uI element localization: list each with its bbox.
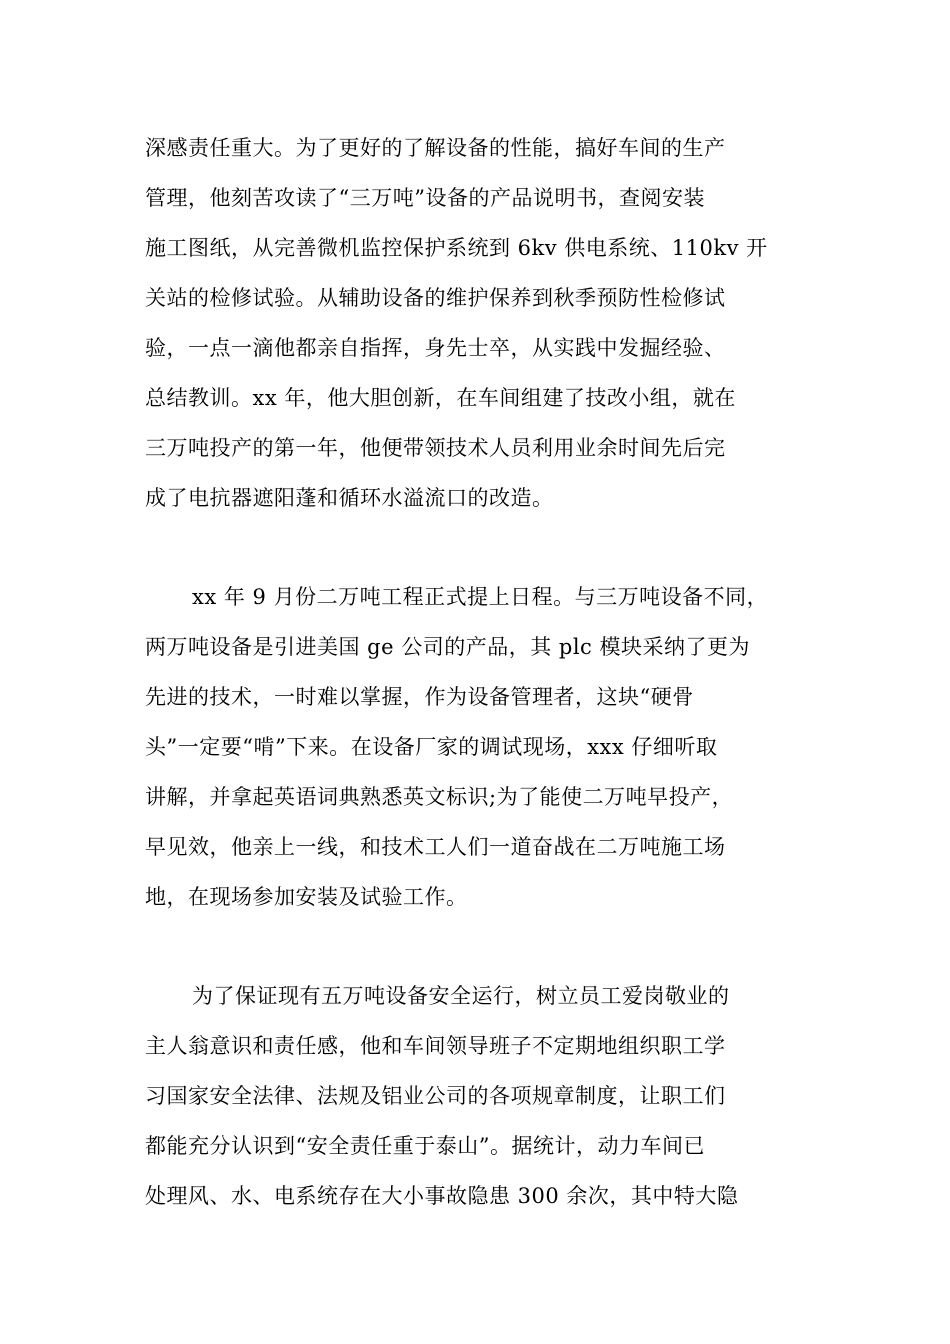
paragraph-3 bbox=[145, 971, 815, 1221]
paragraph-line: xx 年 9 月份二万吨工程正式提上日程。与三万吨设备不同， bbox=[192, 585, 769, 609]
paragraph-line: 讲解，并拿起英语词典熟悉英文标识;为了能使二万吨早投产， bbox=[145, 785, 734, 809]
paragraph-1 bbox=[145, 123, 815, 523]
paragraph-line: 三万吨投产的第一年，他便带领技术人员利用业余时间先后完 bbox=[145, 436, 726, 460]
paragraph-line: 两万吨设备是引进美国 ge 公司的产品，其 plc 模块采纳了更为 bbox=[145, 635, 750, 659]
paragraph-line: 深感责任重大。为了更好的了解设备的性能，搞好车间的生产 bbox=[145, 136, 726, 160]
paragraph-line: 习国家安全法律、法规及铝业公司的各项规章制度，让职工们 bbox=[145, 1084, 726, 1108]
paragraph-line: 管理，他刻苦攻读了“三万吨”设备的产品说明书，查阅安装 bbox=[145, 186, 705, 210]
paragraph-line: 施工图纸，从完善微机监控保护系统到 6kv 供电系统、110kv 开 bbox=[145, 236, 768, 260]
paragraph-line: 为了保证现有五万吨设备安全运行，树立员工爱岗敬业的 bbox=[192, 984, 730, 1008]
paragraph-2 bbox=[145, 572, 815, 922]
paragraph-line: 主人翁意识和责任感，他和车间领导班子不定期地组织职工学 bbox=[145, 1034, 726, 1058]
paragraph-line: 先进的技术，一时难以掌握，作为设备管理者，这块“硬骨 bbox=[145, 685, 694, 709]
paragraph-line: 总结教训。xx 年，他大胆创新，在车间组建了技改小组，就在 bbox=[145, 386, 736, 410]
paragraph-line: 关站的检修试验。从辅助设备的维护保养到秋季预防性检修试 bbox=[145, 286, 726, 310]
paragraph-line: 处理风、水、电系统存在大小事故隐患 300 余次，其中特大隐 bbox=[145, 1184, 739, 1208]
paragraph-line: 早见效，他亲上一线，和技术工人们一道奋战在二万吨施工场 bbox=[145, 835, 726, 859]
paragraph-line: 验，一点一滴他都亲自指挥，身先士卒，从实践中发掘经验、 bbox=[145, 336, 726, 360]
paragraph-line: 成了电抗器遮阳蓬和循环水溢流口的改造。 bbox=[145, 486, 554, 510]
paragraph-line: 都能充分认识到“安全责任重于泰山”。据统计，动力车间已 bbox=[145, 1134, 705, 1158]
paragraph-line: 地，在现场参加安装及试验工作。 bbox=[145, 885, 468, 909]
paragraph-line: 头”一定要“啃”下来。在设备厂家的调试现场，xxx 仔细听取 bbox=[145, 735, 718, 759]
